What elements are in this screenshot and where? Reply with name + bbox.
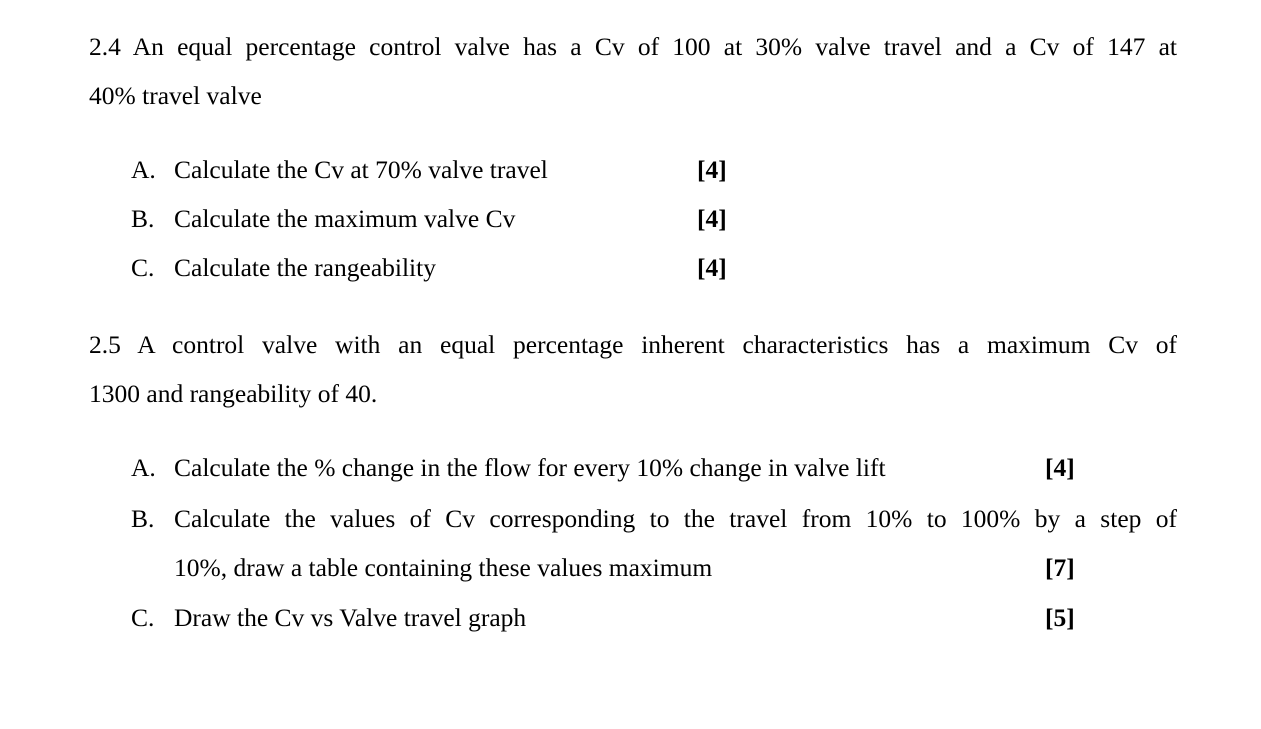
item-letter: A.: [131, 155, 156, 184]
question-2-5-item-a: [131, 443, 886, 492]
question-2-4-intro-line2: 40% travel valve: [89, 81, 262, 110]
question-2-4-intro-line1: 2.4 An equal percentage control valve has a Cv of 100 at 30% valve travel and a Cv of 147 at: [89, 32, 1177, 61]
item-letter: B.: [131, 204, 155, 233]
item-text: Calculate the rangeability: [174, 253, 436, 282]
question-2-5-item-c: [131, 593, 526, 642]
question-2-4-item-c: [131, 243, 436, 292]
question-2-4-intro: [89, 22, 1177, 120]
item-letter: C.: [131, 603, 155, 632]
item-text: Calculate the Cv at 70% valve travel: [174, 155, 548, 184]
question-2-4-item-b: [131, 194, 515, 243]
item-letter: B.: [131, 504, 155, 533]
question-2-4-item-b-marks: [4]: [697, 204, 727, 233]
item-text: Draw the Cv vs Valve travel graph: [174, 603, 527, 632]
item-text-line1: Calculate the values of Cv corresponding to the travel from 10% to 100% by a step of: [174, 504, 1177, 533]
item-text: [174, 494, 1177, 592]
item-text: Calculate the % change in the flow for every 10% change in valve lift: [174, 453, 886, 482]
question-2-4-item-a-marks: [4]: [697, 155, 727, 184]
item-text: Calculate the maximum valve Cv: [174, 204, 516, 233]
item-letter: A.: [131, 453, 156, 482]
item-letter: C.: [131, 253, 155, 282]
question-2-5-intro-line1: 2.5 A control valve with an equal percentage inherent characteristics has a maximum Cv of: [89, 330, 1177, 359]
question-2-5-item-c-marks: [5]: [1045, 603, 1075, 632]
question-2-5-item-a-marks: [4]: [1045, 453, 1075, 482]
question-2-5-item-b-marks: [7]: [1045, 553, 1075, 582]
question-2-4-item-c-marks: [4]: [697, 253, 727, 282]
item-text-line2: 10%, draw a table containing these values maximum: [174, 553, 713, 582]
question-2-5-intro-line2: 1300 and rangeability of 40.: [89, 379, 378, 408]
question-2-5-intro: [89, 320, 1177, 418]
question-2-4-item-a: [131, 145, 548, 194]
